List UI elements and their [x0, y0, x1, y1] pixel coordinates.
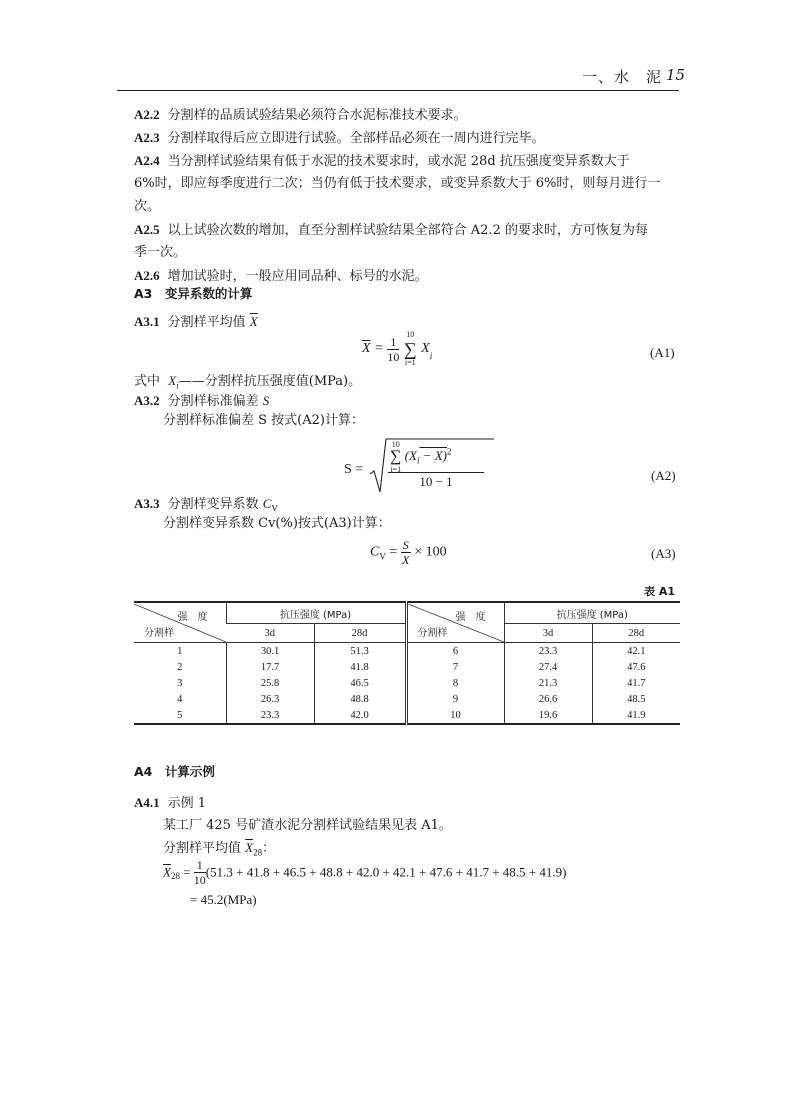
equation-a3: $C_V$ = $\frac{S}{X}$ × 100 [370, 538, 447, 567]
section-a4-heading: A4 计算示例 [134, 764, 215, 779]
col-28d-left: 28d [314, 624, 406, 643]
table-row: 2 17.7 41.8 7 27.4 47.6 [134, 659, 680, 675]
table-row: 3 25.8 46.5 8 21.3 41.7 [134, 675, 680, 691]
col-28d-right: 28d [592, 624, 680, 643]
para-a4-1-line1: 某工厂 425 号矿渣水泥分割样试验结果见表 A1。 [163, 818, 452, 833]
table-row: 5 23.3 42.0 10 19.6 41.9 [134, 707, 680, 724]
equation-a1-label: (A1) [650, 345, 675, 360]
diagonal-header-right: 强 度 分割样 [406, 602, 504, 643]
header-rule [117, 90, 679, 91]
running-header [0, 66, 800, 90]
diagonal-header-left: 强 度 分割样 [134, 602, 226, 643]
table-a1 [134, 601, 680, 725]
para-a2-2: A2.2 分割样的品质试验结果必须符合水泥标准技术要求。 [134, 107, 467, 123]
para-a2-6: A2.6 增加试验时，一般应用同品种、标号的水泥。 [134, 268, 428, 284]
para-a3-3-body: 分割样变异系数 Cv(%)按式(A3)计算： [163, 516, 391, 531]
equation-a1: $\overline{X}$ = $\frac{1}{10}$ 10 ∑ i=1 $X_i$ [362, 330, 433, 367]
header-title: 一、水 泥 [581, 68, 662, 86]
para-a2-4-line2: 6%时，即应每季度进行二次；当仍有低于技术要求，或变异系数大于 6%时，则每月进行一 [134, 176, 661, 191]
para-a2-5-line2: 季一次。 [134, 245, 187, 260]
group-header-left: 抗压强度 (MPa) [226, 602, 406, 624]
equation-a3-label: (A3) [651, 546, 676, 561]
para-a3-2: A3.2 分割样标准偏差 S [134, 393, 270, 409]
section-a3-heading: A3 变异系数的计算 [134, 286, 253, 301]
group-header-right: 抗压强度 (MPa) [504, 602, 680, 624]
equation-a2-label: (A2) [651, 468, 676, 483]
table-caption: 表 A1 [644, 585, 675, 598]
para-a4-1: A4.1 示例 1 [134, 795, 207, 811]
table-row: 1 30.1 51.3 6 23.3 42.1 [134, 643, 680, 660]
calc-result: = 45.2(MPa) [190, 892, 257, 907]
col-3d-left: 3d [226, 624, 314, 643]
para-a2-4: A2.4 当分割样试验结果有低于水泥的技术要求时，或水泥 28d 抗压强度变异系数大于 [134, 153, 630, 169]
para-a4-1-line2: 分割样平均值 $\overline{X}_{28}$： [163, 840, 276, 858]
table-row: 4 26.3 48.8 9 26.6 48.5 [134, 691, 680, 707]
para-a2-4-line3: 次。 [134, 199, 161, 214]
para-a3-2-body: 分割样标准偏差 S 按式(A2)计算： [163, 413, 364, 428]
para-a2-3: A2.3 分割样取得后应立即进行试验。全部样品必须在一周内进行完毕。 [134, 130, 545, 146]
equation-a2: S = 10 ∑ i=1 $(X_i - X)^2$ 10 − 1 [344, 436, 494, 496]
para-a2-5: A2.5 以上试验次数的增加，直至分割样试验结果全部符合 A2.2 的要求时，方可恢复为每 [134, 222, 648, 238]
col-3d-right: 3d [504, 624, 592, 643]
page-number: 15 [666, 66, 686, 84]
calc-mean-28d: $\overline{X}_{28}$ = $\frac{1}{10}$ (51.3 + 41.8 + 46.5 + 48.8 + 42.0 + 42.1 + 47.6 + 41.7 + 48.5 + 41.9) [163, 858, 567, 887]
para-a3-3: A3.3 分割样变异系数 $C_V$ [134, 496, 278, 514]
where-clause: 式中 $X_i——$分割样抗压强度值(MPa)。 [134, 373, 362, 391]
para-a3-1: A3.1 分割样平均值 $\overline{X}$ [134, 314, 258, 330]
